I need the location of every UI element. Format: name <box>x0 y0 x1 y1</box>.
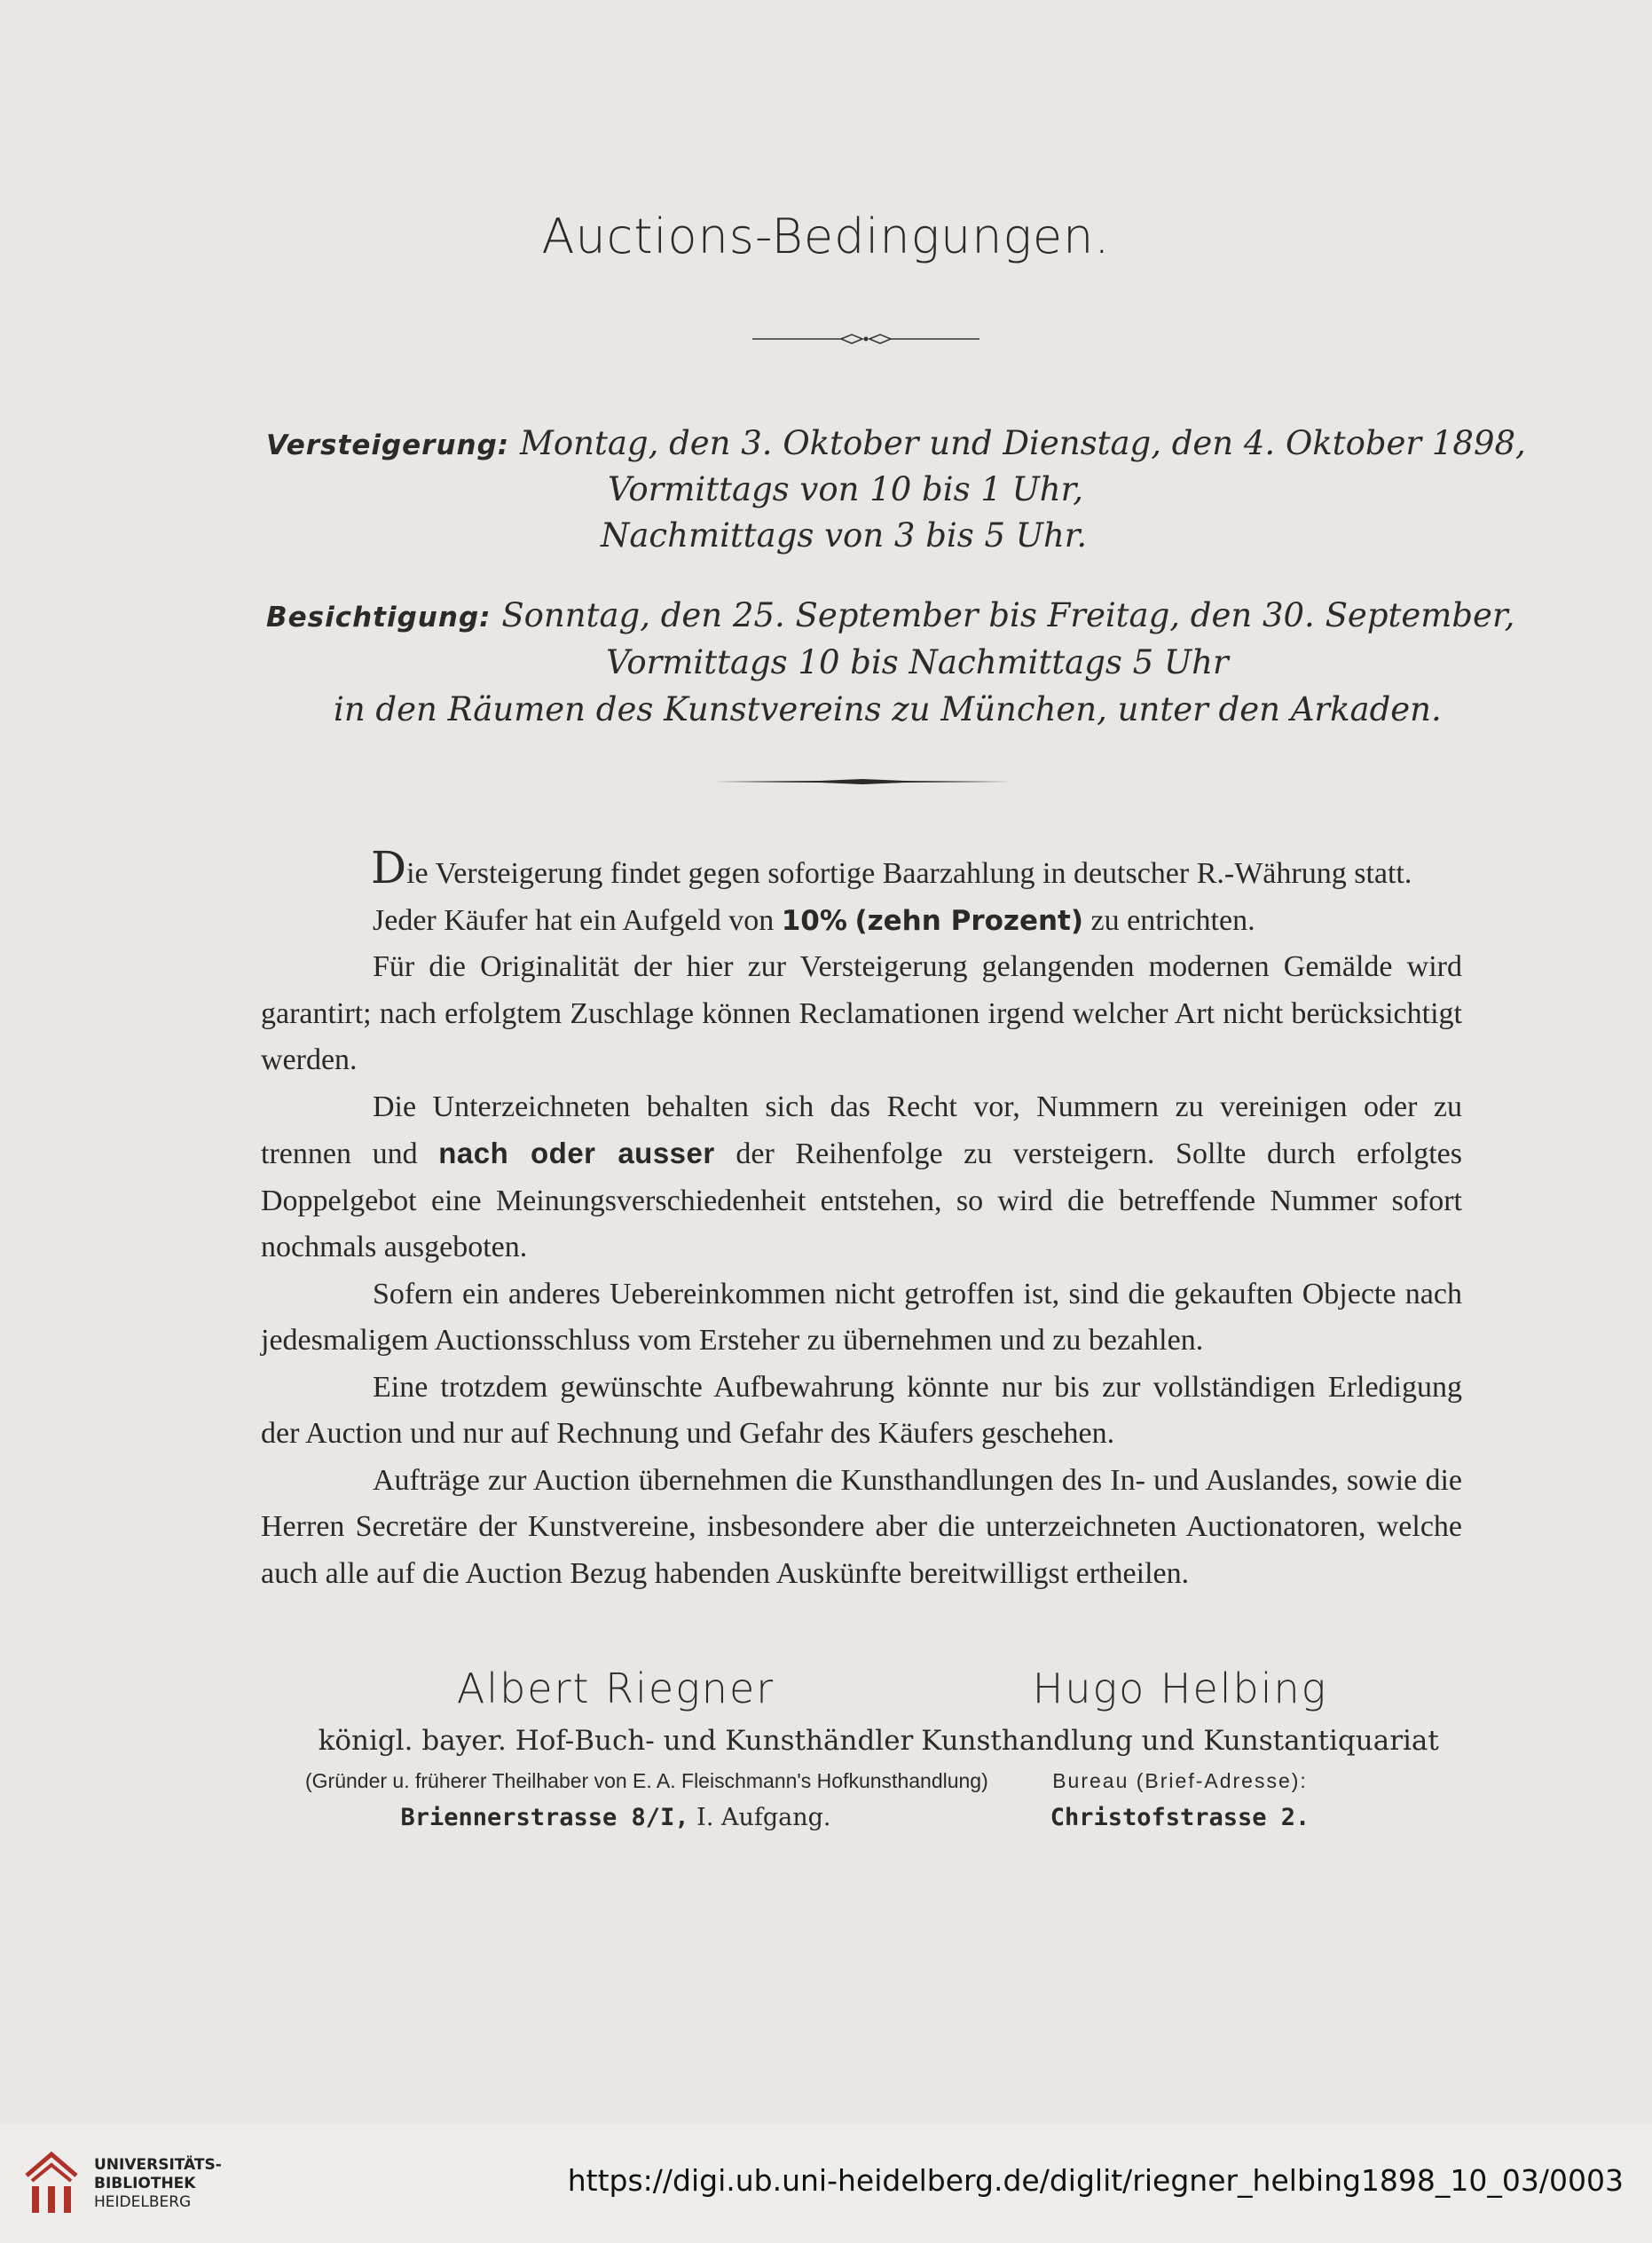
besichtigung-line-2: Vormittags 10 bis Nachmittags 5 Uhr <box>606 643 1229 681</box>
besichtigung-line-3: in den Räumen des Kunstvereins zu München, unter den Arkaden. <box>334 690 1442 728</box>
viewer-footer <box>0 2124 1652 2243</box>
library-name: UNIVERSITÄTS- BIBLIOTHEK HEIDELBERG <box>94 2156 222 2211</box>
paragraph-pickup: Sofern ein anderes Uebereinkommen nicht getroffen ist, sind die gekauften Objecte nach jedesmaligem Auctionsschluss vom Ersteher zu übernehmen und zu bezahlen. <box>261 1277 1462 1357</box>
paragraph-order: Die Unterzeichneten behalten sich das Recht vor, Nummern zu vereinigen oder zu trennen und nach oder ausser der Reihenfolge zu versteigern. Sollte durch erfolgtes Doppelgebot eine Meinungsverschiedenheit entstehen, so wird die betreffende Nummer sofort nochmals ausgeboten. <box>261 1090 1463 1263</box>
library-logo-icon <box>20 2149 85 2218</box>
paragraph-commissions: Aufträge zur Auction übernehmen die Kunsthandlungen des In- und Auslandes, sowie die Herren Secretäre der Kunstvereine, insbesondere aber die unterzeichneten Auctionatoren, welche auch alle auf die Auction Bezug habenden Auskünfte bereitwilligst ertheilen. <box>261 1463 1462 1590</box>
versteigerung-line-2: Vormittags von 10 bis 1 Uhr, <box>608 470 1084 508</box>
signature-name: Hugo Helbing <box>1032 1665 1328 1712</box>
drop-cap: D <box>371 842 407 893</box>
signature-title: königl. bayer. Hof-Buch- und Kunsthändler <box>318 1725 914 1757</box>
section-divider <box>713 777 1011 786</box>
besichtigung-line-1: Sonntag, den 25. September bis Freitag, den 30. September, <box>501 596 1515 634</box>
versteigerung-label: Versteigerung: <box>266 429 510 461</box>
signature-note: (Gründer u. früherer Theilhaber von E. A. Fleischmann's Hofkunsthandlung) <box>305 1769 988 1792</box>
versteigerung-line-3: Nachmittags von 3 bis 5 Uhr. <box>601 516 1088 555</box>
signature-helbing <box>914 1665 1446 1831</box>
signature-address: Christofstrasse 2. <box>1050 1804 1310 1831</box>
signature-note: Bureau (Brief-Adresse): <box>1052 1769 1308 1792</box>
page-title: Auctions-Bedingungen. <box>541 209 1111 264</box>
signature-riegner <box>305 1665 988 1831</box>
paragraph-originality: Für die Originalität der hier zur Versteigerung gelangenden modernen Gemälde wird garantirt; nach erfolgtem Zuschlage können Reclamationen irgend welcher Art nicht berücksichtigt werden. <box>261 950 1462 1076</box>
signature-name: Albert Riegner <box>456 1665 775 1712</box>
besichtigung-label: Besichtigung: <box>266 602 492 634</box>
paragraph-payment: Die Versteigerung findet gegen sofortige Baarzahlung in deutscher R.-Währung statt. <box>371 842 1412 893</box>
paragraph-premium: Jeder Käufer hat ein Aufgeld von 10% (zehn Prozent) zu entrichten. <box>373 903 1255 937</box>
permalink-url[interactable]: https://digi.ub.uni-heidelberg.de/diglit/riegner_helbing1898_10_03/0003 <box>567 2163 1624 2198</box>
versteigerung-line-1: Montag, den 3. Oktober und Dienstag, den 4. Oktober 1898, <box>519 424 1526 462</box>
conditions-text <box>261 842 1463 1597</box>
signature-title: Kunsthandlung und Kunstantiquariat <box>921 1725 1439 1757</box>
paragraph-storage: Eine trotzdem gewünschte Aufbewahrung könnte nur bis zur vollständigen Erledigung der Auction und nur auf Rechnung und Gefahr des Käufers geschehen. <box>261 1370 1462 1450</box>
title-ornament <box>752 330 979 348</box>
signature-address: Briennerstrasse 8/I, I. Aufgang. <box>400 1804 831 1831</box>
